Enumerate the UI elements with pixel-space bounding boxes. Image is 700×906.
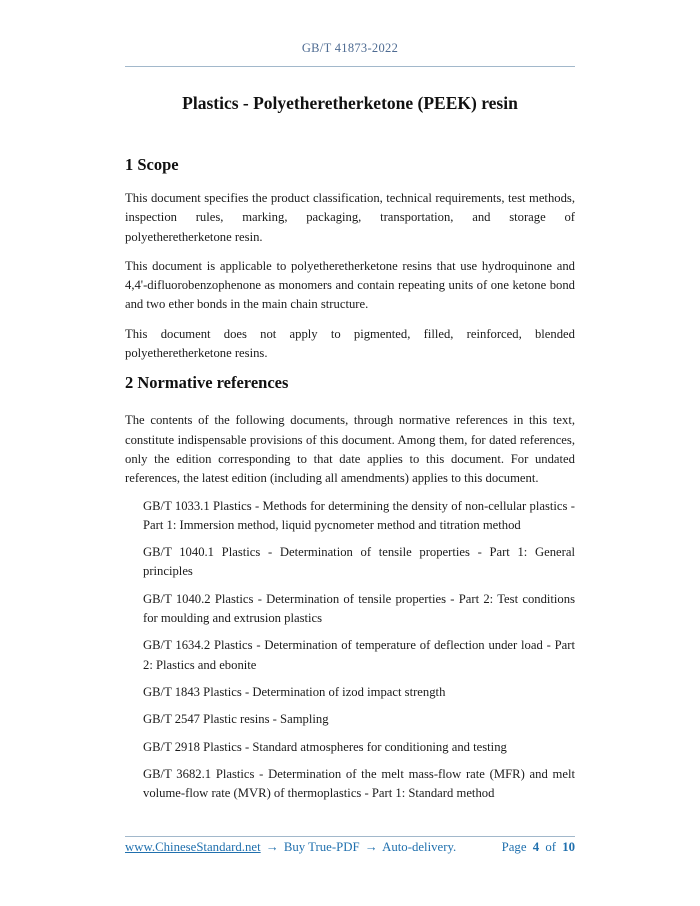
reference-item-2: GB/T 1040.1 Plastics - Determination of tensile properties - Part 1: General principles bbox=[143, 545, 575, 579]
of-label: of bbox=[545, 840, 556, 854]
reference-item-5: GB/T 1843 Plastics - Determination of izod impact strength bbox=[143, 684, 446, 699]
reference-item-1: GB/T 1033.1 Plastics - Methods for determining the density of non-cellular plastics - Part 1: Immersion method, liquid pycnometer method and titration method bbox=[143, 498, 575, 532]
scope-paragraph-1: This document specifies the product classification, technical requirements, test methods, inspection rules, marking, packaging, transportation, and storage of polyetheretherketone resin. bbox=[125, 191, 575, 244]
buy-true-pdf-label: Buy True-PDF bbox=[283, 840, 360, 854]
reference-item-3: GB/T 1040.2 Plastics - Determination of tensile properties - Part 2: Test conditions for moulding and extrusion plastics bbox=[143, 591, 575, 626]
page-number-current: 4 bbox=[532, 840, 540, 854]
footer-left-text bbox=[125, 840, 456, 855]
auto-delivery-label: Auto-delivery. bbox=[382, 840, 457, 854]
header-doc-number: GB/T 41873-2022 bbox=[301, 41, 399, 55]
page-indicator bbox=[502, 840, 575, 855]
scope-section-heading: 1 Scope bbox=[125, 155, 179, 174]
reference-item-4: GB/T 1634.2 Plastics - Determination of temperature of deflection under load - Part 2: Plastics and ebonite bbox=[143, 638, 575, 672]
arrow-icon: → bbox=[265, 840, 279, 854]
reference-item-7: GB/T 2918 Plastics - Standard atmospheres for conditioning and testing bbox=[143, 739, 507, 754]
page-number-total: 10 bbox=[562, 840, 575, 854]
reference-item-6: GB/T 2547 Plastic resins - Sampling bbox=[143, 712, 329, 727]
header-rule bbox=[125, 66, 575, 67]
normative-references-heading: 2 Normative references bbox=[125, 373, 289, 393]
normative-intro-paragraph: The contents of the following documents, through normative references in this text, constitute indispensable provisions of this document. Among them, for dated references, only the edition corresponding to that date applies to this document. For undated references, the latest edition (including all amendments) applies to this document. bbox=[125, 413, 575, 486]
footer-site-link[interactable]: www.ChineseStandard.net bbox=[125, 840, 261, 854]
scope-paragraph-2: This document is applicable to polyetheretherketone resins that use hydroquinone and 4,4'-difluorobenzophenone as monomers and contain repeating units of one ketone bond and two ether bonds in the main chain structure. bbox=[125, 258, 575, 312]
document-body bbox=[125, 155, 575, 811]
reference-item-8: GB/T 3682.1 Plastics - Determination of the melt mass-flow rate (MFR) and melt volume-flow rate (MVR) of thermoplastics - Part 1: Standard method bbox=[143, 766, 575, 801]
footer bbox=[125, 836, 575, 855]
arrow-icon: → bbox=[364, 840, 378, 854]
document-title: Plastics - Polyetheretherketone (PEEK) resin bbox=[182, 93, 518, 113]
scope-paragraph-3: This document does not apply to pigmented, filled, reinforced, blended polyetheretherketone resins. bbox=[125, 326, 575, 361]
page-label: Page bbox=[501, 840, 527, 854]
